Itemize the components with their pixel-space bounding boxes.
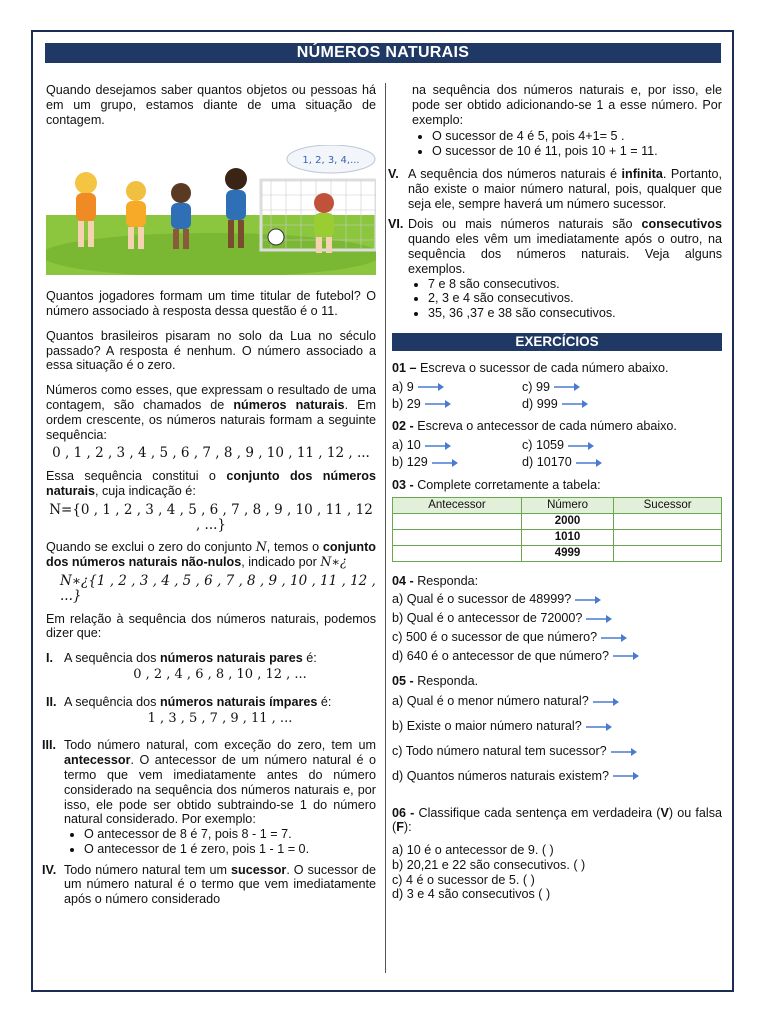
arrow-icon	[568, 442, 594, 450]
arrow-icon	[586, 615, 612, 623]
sequence-odd: 1 , 3 , 5 , 7 , 9 , 11 , ...	[147, 710, 293, 726]
item-odd: II. A sequência dos números naturais ímpares é: 1 , 3 , 5 , 7 , 9 , 11 , ...	[46, 695, 376, 733]
arrow-icon	[601, 634, 627, 642]
table-header-row	[393, 497, 722, 513]
table-row: 4999	[393, 545, 722, 561]
question-05: 05 - Responda.	[392, 673, 479, 688]
q2-answers: a) 10 c) 1059 b) 129 d) 10170	[392, 438, 722, 470]
arrow-icon	[586, 723, 612, 731]
table-header-antecessor: Antecessor	[393, 497, 522, 513]
paragraph-team: Quantos jogadores formam um time titular de futebol? O número associado à resposta dessa questão é o 11.	[46, 289, 376, 318]
arrow-icon	[554, 383, 580, 391]
arrow-icon	[613, 772, 639, 780]
paragraph-nonzero: Quando se exclui o zero do conjunto N, temos o conjunto dos números naturais não-nulos, indicado por N∗¿	[46, 539, 377, 570]
question-02: 02 - Escreva o antecessor de cada número abaixo.	[392, 419, 677, 434]
arrow-icon	[562, 400, 588, 408]
bubble-text: 1, 2, 3, 4,...	[302, 155, 360, 167]
item-antecessor: III. Todo número natural, com exceção do zero, tem um antecessor. O antecessor de um número natural é o termo que vem imediatamente antes do número considerado na sequência dos números naturais e, por isso, ele pode ser obtido subtraindo-se 1 do número natural considerado. Por exemplo: • O antecessor de 8 é 7, pois 8 - 1 = 7. • O antecessor de 1 é zero, pois 1 - 1 = 0.	[46, 738, 376, 856]
list-item: a) 10 é o antecessor de 9. ( )	[392, 843, 554, 858]
set-naturals: N={0 , 1 , 2 , 3 , 4 , 5 , 6 , 7 , 8 , 9 , 10 , 11 , 12 , ...}	[49, 501, 373, 533]
set-nonzero: N∗¿{1 , 2 , 3 , 4 , 5 , 6 , 7 , 8 , 9 , 10 , 11 , 12 , ...}	[60, 572, 376, 604]
arrow-icon	[593, 698, 619, 706]
intro-paragraph: Quando desejamos saber quantos objetos ou pessoas há em um grupo, estamos diante de uma situação de contagem.	[46, 83, 376, 127]
sucessor-continuation: na sequência dos números naturais e, por isso, ele pode ser obtido adicionando-se 1 a esse número. Por exemplo: • O sucessor de 4 é 5, pois 4+1= 5 . • O sucessor de 10 é 11, pois 10 + 1 = 11.	[392, 83, 722, 159]
sequence-even: 0 , 2 , 4 , 6 , 8 , 10 , 12 , ...	[133, 666, 307, 682]
q6-answers	[392, 843, 722, 902]
item-sucessor: IV. Todo número natural tem um sucessor. O sucessor de um número natural é o termo que vem imediatamente após o número considerado	[42, 862, 376, 907]
arrow-icon	[613, 652, 639, 660]
item-even: I. A sequência dos números naturais pares é: 0 , 2 , 4 , 6 , 8 , 10 , 12 , ...	[46, 651, 376, 689]
column-divider	[385, 83, 386, 973]
q5-answers: a) Qual é o menor número natural? b) Existe o maior número natural? c) Todo número natural tem sucessor? d) Quantos números naturais existem?	[392, 694, 722, 783]
item-infinita: V. A sequência dos números naturais é infinita. Portanto, não existe o maior número natural, pois, qualquer que seja ele, sempre haverá um número sucessor.	[388, 166, 722, 211]
q4-answers: a) Qual é o sucessor de 48999? b) Qual é o antecessor de 72000? c) 500 é o sucessor de que número? d) 640 é o antecessor de que número?	[392, 592, 722, 663]
arrow-icon	[611, 748, 637, 756]
sequence-naturals: 0 , 1 , 2 , 3 , 4 , 5 , 6 , 7 , 8 , 9 , 10 , 11 , 12 , ...	[52, 445, 370, 462]
soccer-illustration	[46, 145, 376, 275]
list-item: c) 4 é o sucessor de 5. ( )	[392, 872, 535, 887]
arrow-icon	[432, 459, 458, 467]
table-header-numero: Número	[521, 497, 613, 513]
table-row: 2000	[393, 513, 722, 529]
arrow-icon	[575, 596, 601, 604]
paragraph-sequence-intro: Em relação à sequência dos números naturais, podemos dizer que:	[46, 611, 376, 641]
right-column	[388, 83, 722, 902]
arrow-icon	[425, 400, 451, 408]
list-item: b) 20,21 e 22 são consecutivos. ( )	[392, 857, 586, 872]
arrow-icon	[418, 383, 444, 391]
question-03: 03 - Complete corretamente a tabela:	[392, 477, 601, 492]
paragraph-natural-numbers: Números como esses, que expressam o resultado de uma contagem, são chamados de números naturais. Em ordem crescente, os números naturais formam a seguinte sequência:	[46, 383, 376, 442]
table-header-sucessor: Sucessor	[614, 497, 722, 513]
table-row: 1010	[393, 529, 722, 545]
exercises-title: EXERCÍCIOS	[392, 333, 722, 351]
left-column	[42, 83, 377, 913]
q1-answers: a) 9 c) 99 b) 29 d) 999	[392, 380, 722, 412]
question-01: 01 – Escreva o sucessor de cada número abaixo.	[392, 360, 669, 375]
complete-table	[392, 497, 722, 562]
arrow-icon	[576, 459, 602, 467]
question-06: 06 - Classifique cada sentença em verdadeira (V) ou falsa (F):	[392, 805, 722, 835]
paragraph-set: Essa sequência constitui o conjunto dos números naturais, cuja indicação é:	[46, 469, 376, 498]
paragraph-moon: Quantos brasileiros pisaram no solo da Lua no século passado? A resposta é nenhum. O número associado a essa situação é o zero.	[46, 328, 376, 373]
question-04: 04 - Responda:	[392, 573, 479, 588]
item-consecutivos: VI. Dois ou mais números naturais são consecutivos quando eles vêm um imediatamente após o outro, na sequência dos números naturais. Veja alguns exemplos. • 7 e 8 são consecutivos. • 2, 3 e 4 são consecutivos. • 35, 36 ,37 e 38 são consecutivos.	[392, 217, 722, 321]
page-title: NÚMEROS NATURAIS	[45, 43, 721, 63]
list-item: d) 3 e 4 são consecutivos ( )	[392, 887, 551, 902]
arrow-icon	[425, 442, 451, 450]
